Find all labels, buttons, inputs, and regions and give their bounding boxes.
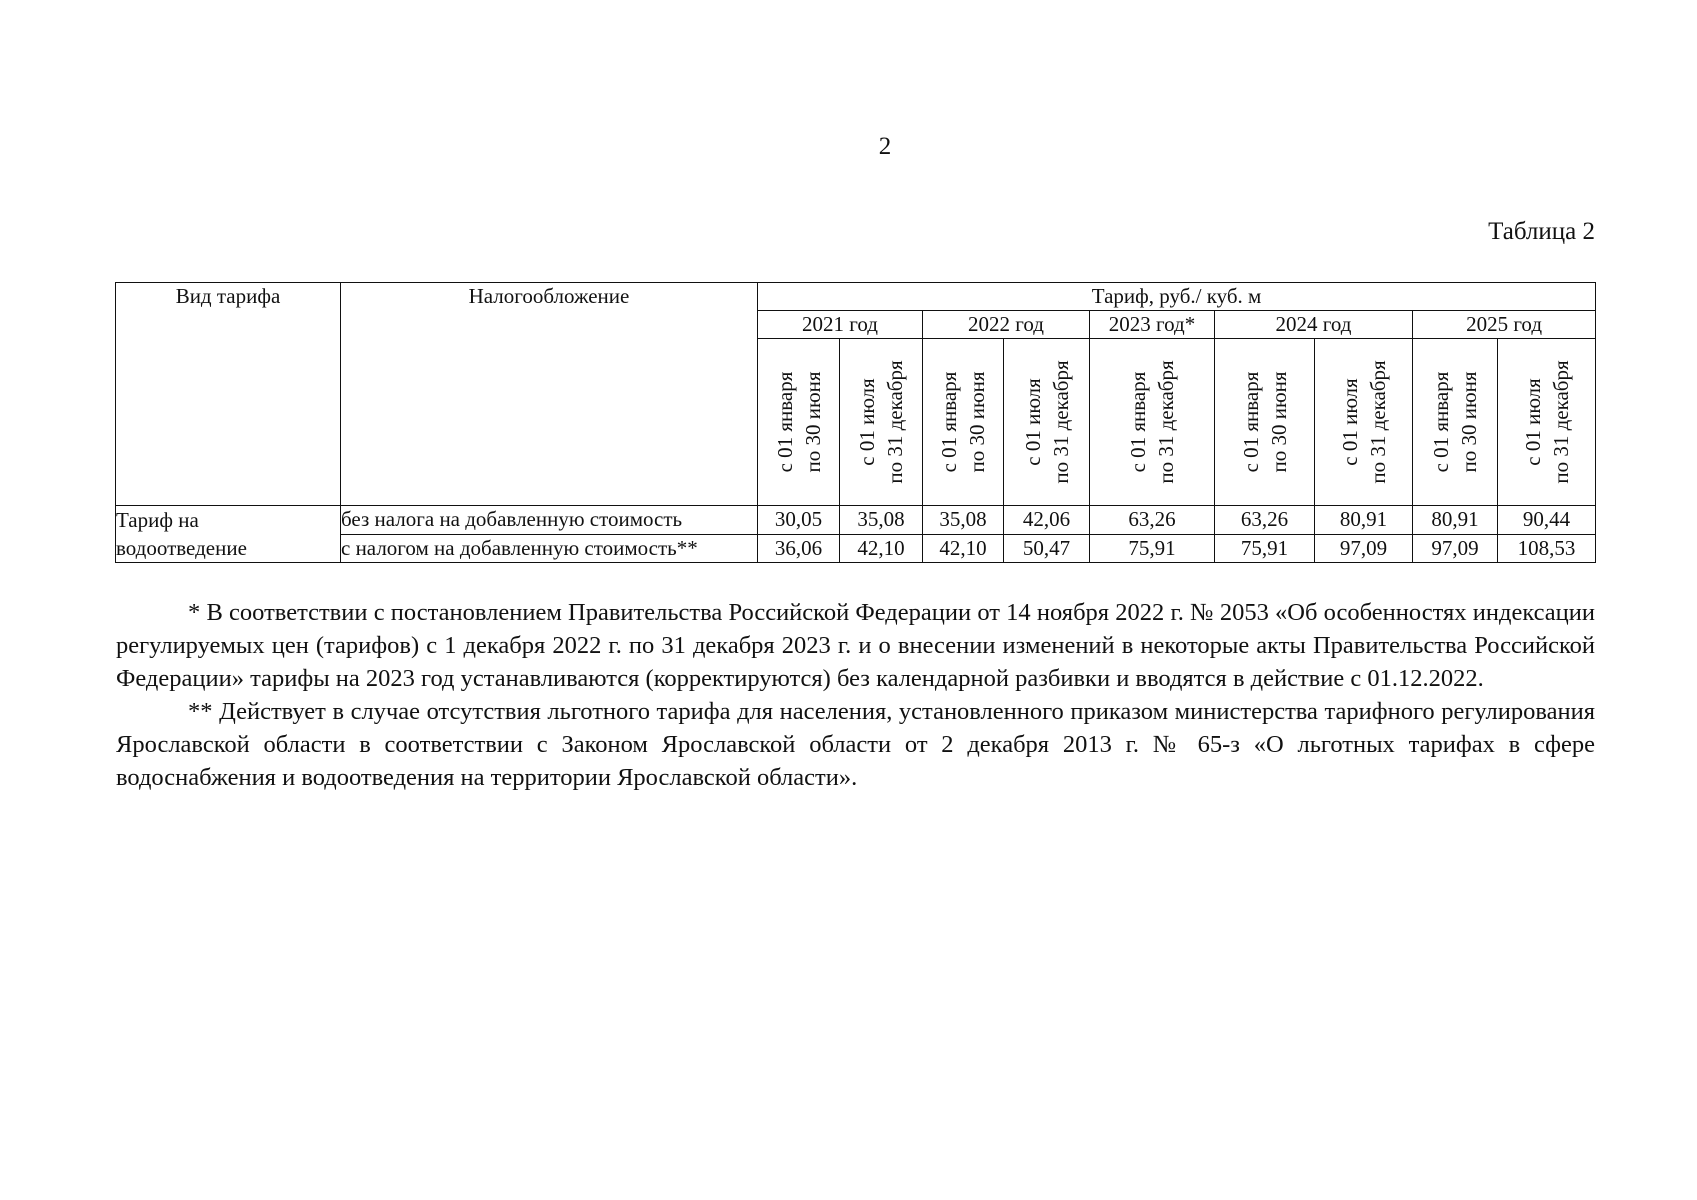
value-cell: 42,06 [1004, 506, 1090, 535]
value-cell: 36,06 [758, 534, 840, 563]
header-year: 2022 год [923, 311, 1090, 339]
value-cell: 63,26 [1215, 506, 1315, 535]
header-year: 2024 год [1215, 311, 1413, 339]
table-row [116, 506, 1596, 535]
header-period: с 01 июля по 31 декабря [1315, 339, 1413, 506]
footnotes [116, 596, 1595, 794]
header-period: с 01 января по 30 июня [1413, 339, 1498, 506]
value-cell: 90,44 [1498, 506, 1596, 535]
value-cell: 80,91 [1413, 506, 1498, 535]
header-year: 2025 год [1413, 311, 1596, 339]
header-period: с 01 июля по 31 декабря [1004, 339, 1090, 506]
header-year: 2023 год* [1090, 311, 1215, 339]
value-cell: 75,91 [1090, 534, 1215, 563]
page-number: 2 [878, 133, 892, 160]
value-cell: 42,10 [923, 534, 1004, 563]
value-cell: 42,10 [840, 534, 923, 563]
footnote-2: ** Действует в случае отсутствия льготного тарифа для населения, установленного приказом министерства тарифного регулирования Ярославской области в соответствии с Законом Ярославской области от 2 декабря 2013 г. № 65-з «О льготных тарифах в сфере водоснабжения и водоотведения на территории Ярославской области». [116, 698, 1595, 791]
header-tariff-unit: Тариф, руб./ куб. м [758, 283, 1596, 311]
header-tax: Налогообложение [341, 283, 758, 506]
header-period: с 01 января по 30 июня [1215, 339, 1315, 506]
value-cell: 75,91 [1215, 534, 1315, 563]
header-period: с 01 января по 30 июня [923, 339, 1004, 506]
tax-cell: без налога на добавленную стоимость [341, 506, 758, 535]
tariff-table [115, 282, 1596, 563]
value-cell: 63,26 [1090, 506, 1215, 535]
value-cell: 80,91 [1315, 506, 1413, 535]
header-year: 2021 год [758, 311, 923, 339]
footnote-1: * В соответствии с постановлением Правительства Российской Федерации от 14 ноября 2022 г. № 2053 «Об особенностях индексации регулируемых цен (тарифов) с 1 декабря 2022 г. по 31 декабря 2023 г. и о внесении изменений в некоторые акты Правительства Российской Федерации» тарифы на 2023 год устанавливаются (корректируются) без календарной разбивки и вводятся в действие с 01.12.2022. [116, 599, 1595, 692]
value-cell: 30,05 [758, 506, 840, 535]
value-cell: 35,08 [923, 506, 1004, 535]
value-cell: 97,09 [1413, 534, 1498, 563]
table-caption: Таблица 2 [1488, 218, 1595, 245]
header-kind: Вид тарифа [116, 283, 341, 506]
value-cell: 35,08 [840, 506, 923, 535]
header-period: с 01 июля по 31 декабря [1498, 339, 1596, 506]
tax-cell: с налогом на добавленную стоимость** [341, 534, 758, 563]
header-period: с 01 июля по 31 декабря [840, 339, 923, 506]
value-cell: 97,09 [1315, 534, 1413, 563]
header-period: с 01 января по 31 декабря [1090, 339, 1215, 506]
header-period: с 01 января по 30 июня [758, 339, 840, 506]
value-cell: 50,47 [1004, 534, 1090, 563]
tariff-kind-cell: Тариф на водоотведение [116, 506, 341, 563]
value-cell: 108,53 [1498, 534, 1596, 563]
